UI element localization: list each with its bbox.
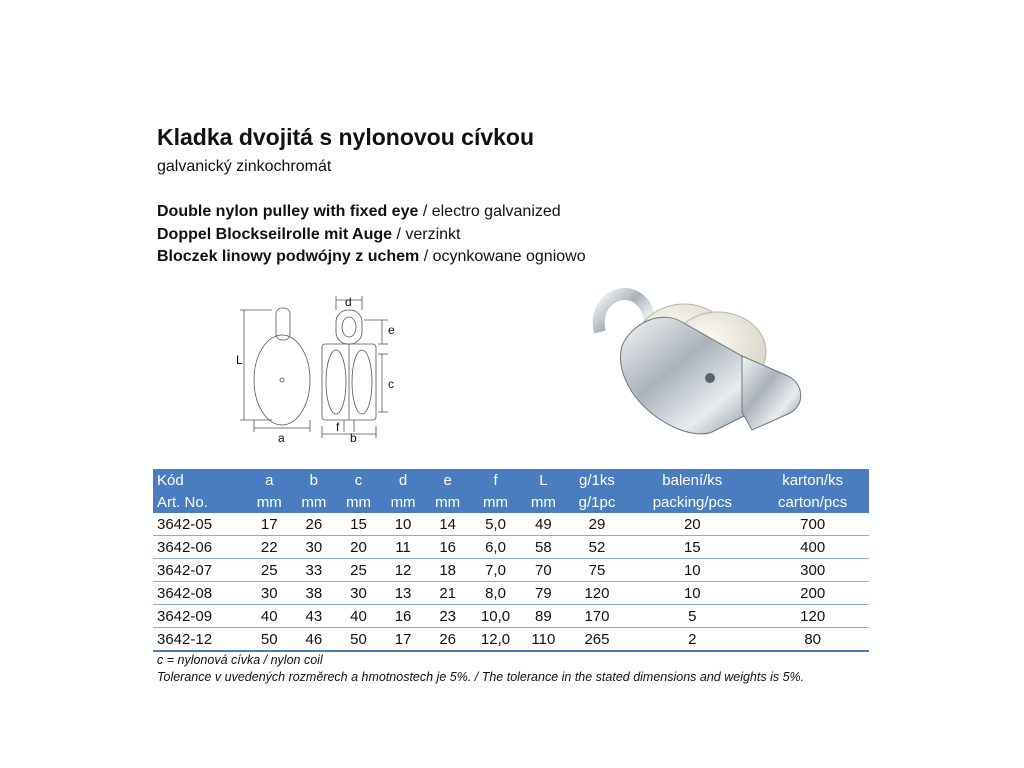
table-cell: 6,0 [470,536,521,559]
col-header: a [247,469,292,491]
table-cell: 15 [336,513,381,536]
table-cell: 18 [425,559,470,582]
table-cell: 33 [292,559,337,582]
dim-label-d: d [345,295,352,309]
pulley-product-image [592,282,820,448]
table-cell: 5 [628,605,756,628]
table-cell: 15 [628,536,756,559]
table-cell: 23 [425,605,470,628]
col-header: mm [470,491,521,513]
table-cell: 10,0 [470,605,521,628]
spec-table [153,469,869,652]
table-cell: 26 [425,628,470,652]
page-subtitle: galvanický zinkochromát [157,158,332,175]
description-en: Double nylon pulley with fixed eye / electro galvanized [157,203,561,220]
table-cell: 46 [292,628,337,652]
table-cell: 5,0 [470,513,521,536]
table-cell: 20 [336,536,381,559]
col-header: Art. No. [153,491,247,513]
table-cell: 14 [425,513,470,536]
table-cell: 2 [628,628,756,652]
table-cell: 25 [247,559,292,582]
col-header: mm [292,491,337,513]
dim-label-e: e [388,323,395,337]
col-header: karton/ks [756,469,869,491]
table-cell: 40 [336,605,381,628]
table-cell: 8,0 [470,582,521,605]
table-cell: 3642-07 [153,559,247,582]
table-cell: 25 [336,559,381,582]
table-cell: 50 [247,628,292,652]
description-pl: Bloczek linowy podwójny z uchem / ocynkowane ogniowo [157,248,586,265]
table-cell: 30 [247,582,292,605]
page-title: Kladka dvojitá s nylonovou cívkou [157,124,535,150]
table-cell: 30 [292,536,337,559]
table-cell: 12 [381,559,426,582]
col-header: g/1ks [566,469,629,491]
table-cell: 16 [425,536,470,559]
table-cell: 38 [292,582,337,605]
table-cell: 120 [566,582,629,605]
table-cell: 29 [566,513,629,536]
col-header: balení/ks [628,469,756,491]
col-header: f [470,469,521,491]
table-cell: 120 [756,605,869,628]
table-cell: 17 [381,628,426,652]
table-cell: 70 [521,559,566,582]
table-cell: 10 [628,559,756,582]
table-cell: 200 [756,582,869,605]
table-header-row [153,491,869,513]
col-header: L [521,469,566,491]
table-cell: 80 [756,628,869,652]
col-header: d [381,469,426,491]
table-cell: 17 [247,513,292,536]
table-cell: 400 [756,536,869,559]
col-header: c [336,469,381,491]
table-cell: 265 [566,628,629,652]
table-cell: 43 [292,605,337,628]
col-header: b [292,469,337,491]
col-header: mm [247,491,292,513]
table-row [153,605,869,628]
dim-label-L: L [236,353,243,367]
table-cell: 50 [336,628,381,652]
table-cell: 79 [521,582,566,605]
col-header: Kód [153,469,247,491]
table-cell: 20 [628,513,756,536]
table-cell: 30 [336,582,381,605]
dim-label-c: c [388,377,394,391]
table-cell: 11 [381,536,426,559]
table-cell: 170 [566,605,629,628]
table-cell: 89 [521,605,566,628]
table-cell: 58 [521,536,566,559]
table-cell: 75 [566,559,629,582]
table-cell: 700 [756,513,869,536]
table-cell: 3642-08 [153,582,247,605]
table-cell: 10 [381,513,426,536]
table-cell: 3642-05 [153,513,247,536]
col-header: mm [336,491,381,513]
table-cell: 3642-12 [153,628,247,652]
note-tolerance: Tolerance v uvedených rozměrech a hmotnostech je 5%. / The tolerance in the stated dimensions and weights is 5%. [157,670,805,684]
table-cell: 22 [247,536,292,559]
col-header: e [425,469,470,491]
table-cell: 16 [381,605,426,628]
pulley-dimension-diagram [232,292,402,442]
table-cell: 13 [381,582,426,605]
table-row [153,536,869,559]
dim-label-f: f [336,420,340,434]
table-cell: 300 [756,559,869,582]
table-cell: 26 [292,513,337,536]
col-header: mm [381,491,426,513]
table-cell: 110 [521,628,566,652]
col-header: mm [425,491,470,513]
description-de: Doppel Blockseilrolle mit Auge / verzinkt [157,226,461,243]
table-row [153,628,869,652]
col-header: carton/pcs [756,491,869,513]
note-coil: c = nylonová cívka / nylon coil [157,653,323,667]
table-cell: 49 [521,513,566,536]
table-row [153,559,869,582]
table-cell: 7,0 [470,559,521,582]
table-row [153,513,869,536]
table-cell: 12,0 [470,628,521,652]
table-cell: 21 [425,582,470,605]
col-header: mm [521,491,566,513]
table-header-row [153,469,869,491]
table-row [153,582,869,605]
dim-label-a: a [278,431,285,442]
table-cell: 3642-06 [153,536,247,559]
table-cell: 3642-09 [153,605,247,628]
table-cell: 40 [247,605,292,628]
col-header: g/1pc [566,491,629,513]
dim-label-b: b [350,431,357,442]
col-header: packing/pcs [628,491,756,513]
table-cell: 52 [566,536,629,559]
table-cell: 10 [628,582,756,605]
